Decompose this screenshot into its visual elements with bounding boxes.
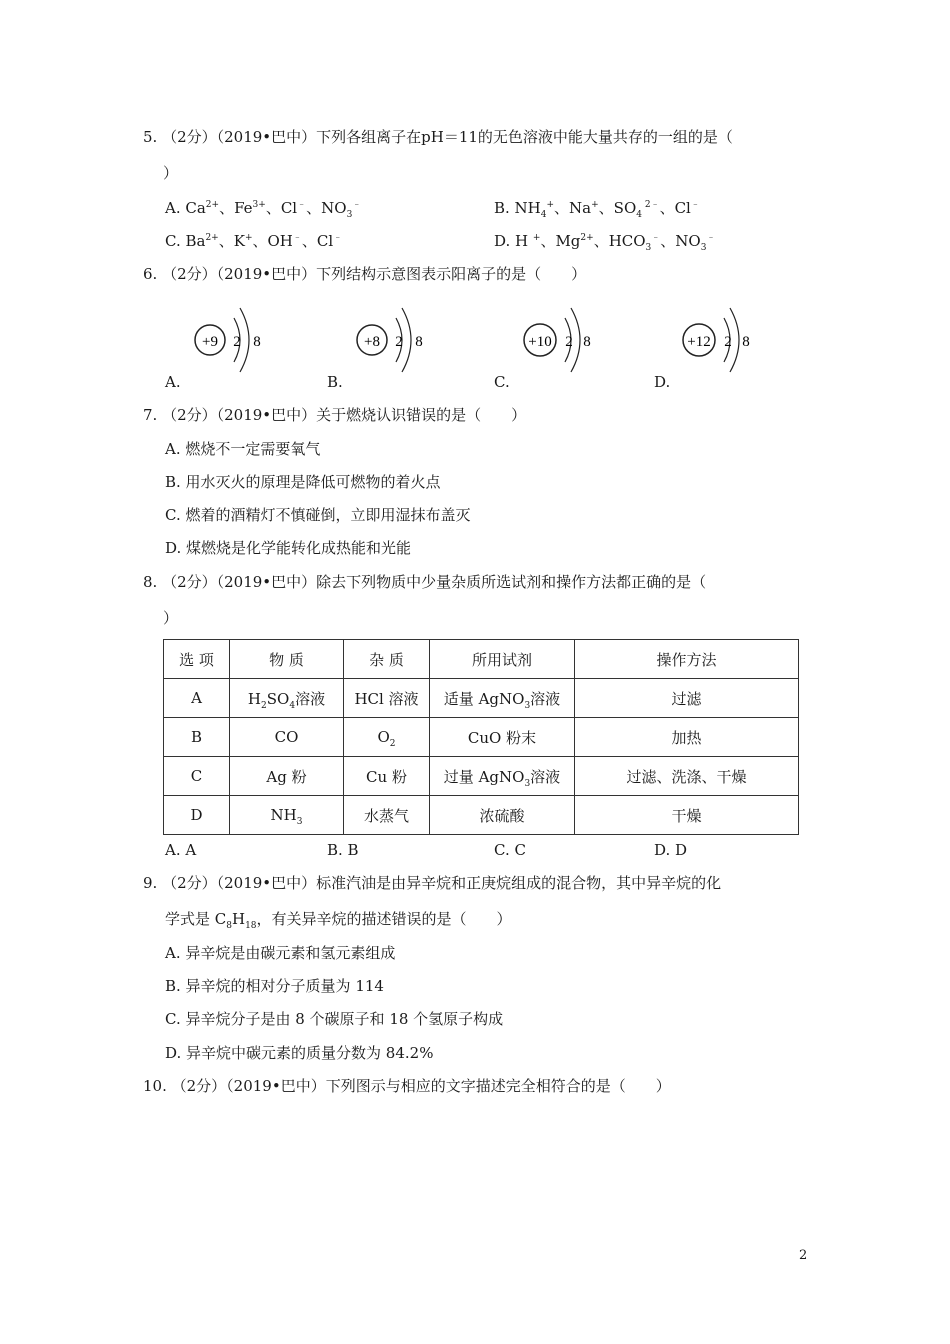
q7-option-b: B. 用水灭火的原理是降低可燃物的着火点 <box>165 473 441 491</box>
table-row <box>164 796 799 835</box>
cell-reagent: CuO 粉末 <box>430 718 575 757</box>
cell-option: C <box>164 757 230 796</box>
q8-answer-b: B. B <box>327 841 359 859</box>
q7-option-a: A. 燃烧不一定需要氧气 <box>165 440 321 458</box>
cell-option: B <box>164 718 230 757</box>
cell-substance: CO <box>230 718 344 757</box>
cell-impurity: 水蒸气 <box>344 796 430 835</box>
cell-substance: $H_2SO_4$溶液 <box>230 679 344 718</box>
electron-shell-arc <box>240 308 249 372</box>
atom-diagram-c <box>519 298 599 378</box>
header-substance: 物 质 <box>230 640 344 679</box>
cell-method: 过滤 <box>575 679 799 718</box>
nucleus-charge: +9 <box>202 334 218 350</box>
q10-stem: 10. （2分）（2019•巴中）下列图示与相应的文字描述完全相符合的是（ ） <box>143 1077 671 1095</box>
q5-option-d: D. H +、$Mg^{2+}$、$HCO_3^﹣$、$NO_3^﹣$ <box>494 232 716 253</box>
q5-stem-end: ） <box>163 164 179 182</box>
header-reagent: 所用试剂 <box>430 640 575 679</box>
q8-answer-d: D. D <box>654 841 688 859</box>
electron-shell-arc <box>402 308 411 372</box>
q6-option-b-label: B. <box>327 373 343 391</box>
q7-stem: 7. （2分）（2019•巴中）关于燃烧认识错误的是（ ） <box>143 406 527 424</box>
shell-1-electrons: 2 <box>724 334 732 350</box>
table-header-row <box>164 640 799 679</box>
shell-1-electrons: 2 <box>395 334 403 350</box>
header-method: 操作方法 <box>575 640 799 679</box>
table-row <box>164 757 799 796</box>
q6-stem: 6. （2分）（2019•巴中）下列结构示意图表示阳离子的是（ ） <box>143 265 587 283</box>
shell-1-electrons: 2 <box>565 334 573 350</box>
q9-option-b: B. 异辛烷的相对分子质量为 114 <box>165 977 384 995</box>
header-impurity: 杂 质 <box>344 640 430 679</box>
q5-option-a: A. $Ca^{2+}$、$Fe^{3+}$、Cl﹣、$NO_3^﹣$ <box>165 199 362 220</box>
q8-table <box>163 639 799 835</box>
cell-option: A <box>164 679 230 718</box>
cell-method: 过滤、洗涤、干燥 <box>575 757 799 796</box>
atom-diagram-b <box>352 298 432 378</box>
shell-2-electrons: 8 <box>742 334 750 350</box>
cell-option: D <box>164 796 230 835</box>
q9-option-a: A. 异辛烷是由碳元素和氢元素组成 <box>165 944 396 962</box>
q9-stem: 9. （2分）（2019•巴中）标准汽油是由异辛烷和正庚烷组成的混合物，其中异辛烷的化 <box>143 874 722 892</box>
q8-answer-a: A. A <box>165 841 197 859</box>
shell-2-electrons: 8 <box>415 334 423 350</box>
table-row <box>164 679 799 718</box>
q5-stem: 5. （2分）（2019•巴中）下列各组离子在pH＝11的无色溶液中能大量共存的一组的是（ <box>143 128 733 146</box>
header-option: 选 项 <box>164 640 230 679</box>
q8-stem: 8. （2分）（2019•巴中）除去下列物质中少量杂质所选试剂和操作方法都正确的是（ <box>143 573 707 591</box>
nucleus-charge: +8 <box>364 334 380 350</box>
atom-diagram-a <box>190 298 270 378</box>
shell-2-electrons: 8 <box>253 334 261 350</box>
shell-1-electrons: 2 <box>233 334 241 350</box>
q5-option-b: B. $NH_4^+$、Na+、$SO_4$ $^{2﹣}$、Cl﹣ <box>494 199 700 220</box>
q7-option-d: D. 煤燃烧是化学能转化成热能和光能 <box>165 539 412 557</box>
cell-impurity: HCl 溶液 <box>344 679 430 718</box>
cell-impurity: $O_2$ <box>344 718 430 757</box>
q9-stem-line2: 学式是 $C_8H_{18}$，有关异辛烷的描述错误的是（ ） <box>165 910 512 931</box>
page-number: 2 <box>799 1248 808 1263</box>
shell-2-electrons: 8 <box>583 334 591 350</box>
q9-option-d: D. 异辛烷中碳元素的质量分数为 84.2% <box>165 1044 434 1062</box>
q9-option-c: C. 异辛烷分子是由 8 个碳原子和 18 个氢原子构成 <box>165 1010 504 1028</box>
q6-option-d-label: D. <box>654 373 671 391</box>
cell-reagent: 浓硫酸 <box>430 796 575 835</box>
cell-reagent: 过量 AgNO$_3$溶液 <box>430 757 575 796</box>
cell-method: 干燥 <box>575 796 799 835</box>
cell-method: 加热 <box>575 718 799 757</box>
q6-option-a-label: A. <box>165 373 181 391</box>
nucleus-charge: +10 <box>528 334 552 350</box>
q7-option-c: C. 燃着的酒精灯不慎碰倒，立即用湿抹布盖灭 <box>165 506 471 524</box>
q5-option-c: C. $Ba^{2+}$、K+、OH﹣、Cl﹣ <box>165 232 343 250</box>
q8-answer-c: C. C <box>494 841 526 859</box>
cell-reagent: 适量 AgNO$_3$溶液 <box>430 679 575 718</box>
cell-substance: Ag 粉 <box>230 757 344 796</box>
cell-substance: $NH_3$ <box>230 796 344 835</box>
nucleus-charge: +12 <box>687 334 711 350</box>
atom-diagram-d <box>678 298 758 378</box>
cell-impurity: Cu 粉 <box>344 757 430 796</box>
table-row <box>164 718 799 757</box>
q8-stem-end: ） <box>163 609 179 627</box>
q6-option-c-label: C. <box>494 373 510 391</box>
